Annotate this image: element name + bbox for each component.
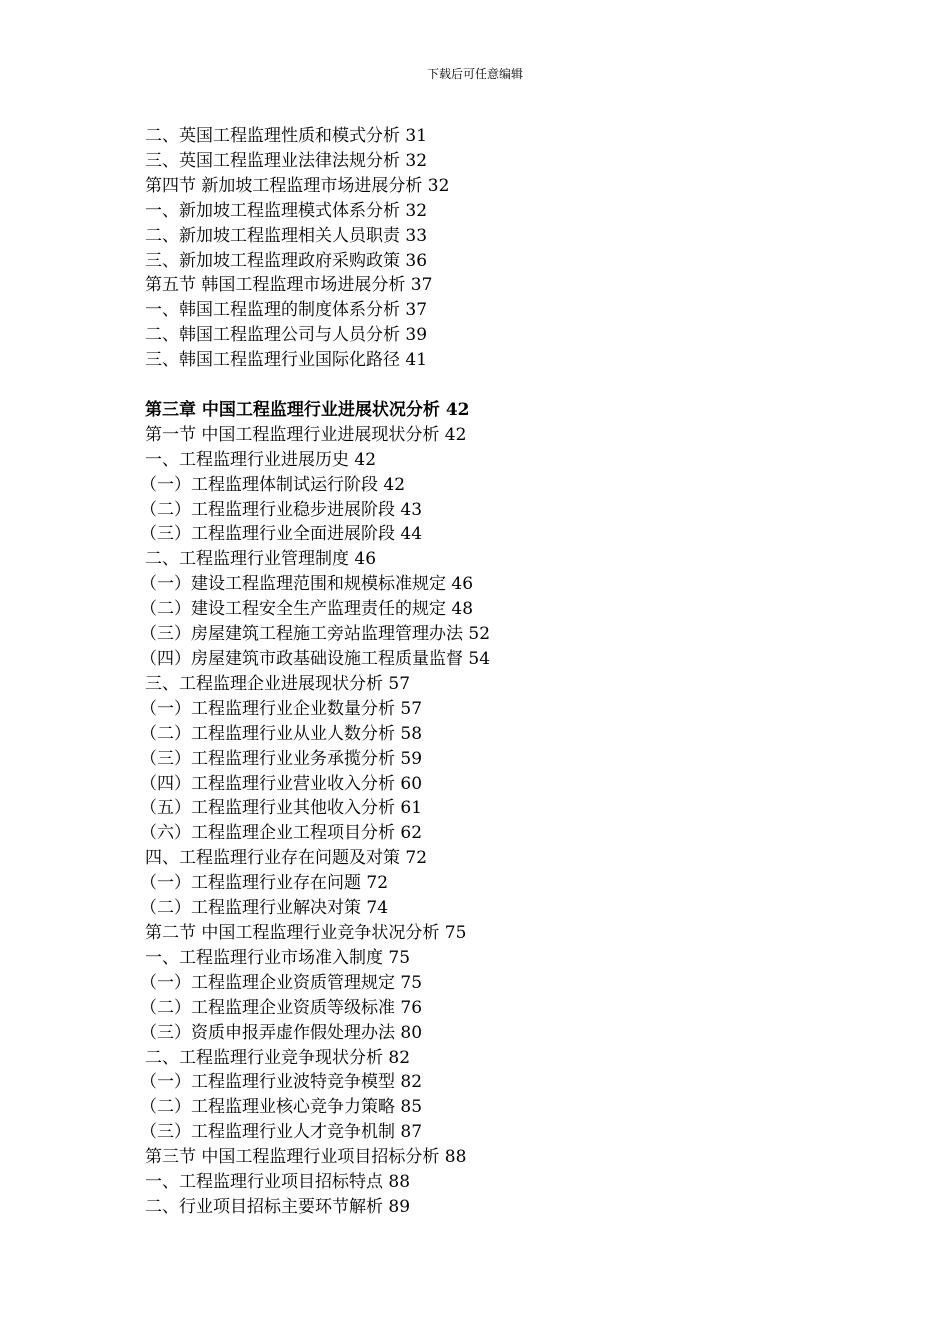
toc-entry[interactable]: （一）建设工程监理范围和规模标准规定 46	[140, 574, 474, 595]
toc-entry[interactable]: （二）工程监理行业解决对策 74	[140, 898, 389, 919]
toc-entry[interactable]: （一）工程监理行业波特竞争模型 82	[140, 1072, 423, 1093]
toc-entry[interactable]: （五）工程监理行业其他收入分析 61	[140, 798, 423, 819]
toc-entry[interactable]: 二、工程监理行业竞争现状分析 82	[145, 1047, 411, 1068]
toc-entry[interactable]: 第一节 中国工程监理行业进展现状分析 42	[145, 424, 467, 445]
toc-entry[interactable]: （六）工程监理企业工程项目分析 62	[140, 823, 423, 844]
toc-entry[interactable]: 四、工程监理行业存在问题及对策 72	[145, 848, 428, 869]
toc-entry[interactable]: （三）工程监理行业全面进展阶段 44	[140, 524, 423, 545]
toc-entry[interactable]: （三）工程监理行业人才竞争机制 87	[140, 1122, 423, 1143]
toc-entry[interactable]: 第二节 中国工程监理行业竞争状况分析 75	[145, 922, 467, 943]
toc-spacer	[145, 373, 845, 398]
toc-group-2	[140, 423, 845, 1220]
toc-entry[interactable]: （二）工程监理业核心竞争力策略 85	[140, 1097, 423, 1118]
toc-entry[interactable]: 三、工程监理企业进展现状分析 57	[145, 673, 411, 694]
toc-entry[interactable]: 第五节 韩国工程监理市场进展分析 37	[145, 275, 433, 296]
page-header: 下载后可任意编辑	[426, 67, 523, 81]
toc-entry[interactable]: 一、工程监理行业项目招标特点 88	[145, 1172, 411, 1193]
toc-entry[interactable]: （四）工程监理行业营业收入分析 60	[140, 773, 423, 794]
toc-chapter-heading[interactable]: 第三章 中国工程监理行业进展状况分析 42	[145, 399, 470, 420]
toc-entry[interactable]: 一、工程监理行业进展历史 42	[145, 449, 377, 470]
toc-entry[interactable]: （三）工程监理行业业务承揽分析 59	[140, 748, 423, 769]
toc-entry[interactable]: 二、行业项目招标主要环节解析 89	[145, 1196, 411, 1217]
toc-entry[interactable]: 一、工程监理行业市场准入制度 75	[145, 947, 411, 968]
toc-entry[interactable]: 三、英国工程监理业法律法规分析 32	[145, 150, 428, 171]
toc-entry[interactable]: 二、韩国工程监理公司与人员分析 39	[145, 325, 428, 346]
toc-entry[interactable]: 二、英国工程监理性质和模式分析 31	[145, 126, 428, 146]
toc-entry[interactable]: （二）工程监理行业稳步进展阶段 43	[140, 499, 423, 520]
toc-entry[interactable]: （二）工程监理企业资质等级标准 76	[140, 997, 423, 1018]
table-of-contents	[140, 124, 845, 1220]
toc-entry[interactable]: 二、新加坡工程监理相关人员职责 33	[145, 225, 428, 246]
toc-entry[interactable]: 第四节 新加坡工程监理市场进展分析 32	[145, 175, 450, 196]
toc-group-1	[145, 124, 845, 373]
toc-entry[interactable]: 三、新加坡工程监理政府采购政策 36	[145, 250, 428, 271]
toc-entry[interactable]: 三、韩国工程监理行业国际化路径 41	[145, 350, 428, 371]
toc-entry[interactable]: （三）房屋建筑工程施工旁站监理管理办法 52	[140, 624, 491, 645]
toc-entry[interactable]: （二）工程监理行业从业人数分析 58	[140, 723, 423, 744]
toc-entry[interactable]: （一）工程监理行业存在问题 72	[140, 873, 389, 894]
toc-entry[interactable]: （四）房屋建筑市政基础设施工程质量监督 54	[140, 649, 491, 670]
toc-entry[interactable]: 一、新加坡工程监理模式体系分析 32	[145, 200, 428, 221]
toc-entry[interactable]: （一）工程监理行业企业数量分析 57	[140, 698, 423, 719]
toc-entry[interactable]: 一、韩国工程监理的制度体系分析 37	[145, 300, 428, 321]
toc-entry[interactable]: （三）资质申报弄虚作假处理办法 80	[140, 1022, 423, 1043]
toc-entry[interactable]: 第三节 中国工程监理行业项目招标分析 88	[145, 1147, 467, 1168]
toc-entry[interactable]: 二、工程监理行业管理制度 46	[145, 549, 377, 570]
toc-entry[interactable]: （二）建设工程安全生产监理责任的规定 48	[140, 599, 474, 620]
toc-entry[interactable]: （一）工程监理体制试运行阶段 42	[140, 474, 406, 495]
toc-entry[interactable]: （一）工程监理企业资质管理规定 75	[140, 972, 423, 993]
